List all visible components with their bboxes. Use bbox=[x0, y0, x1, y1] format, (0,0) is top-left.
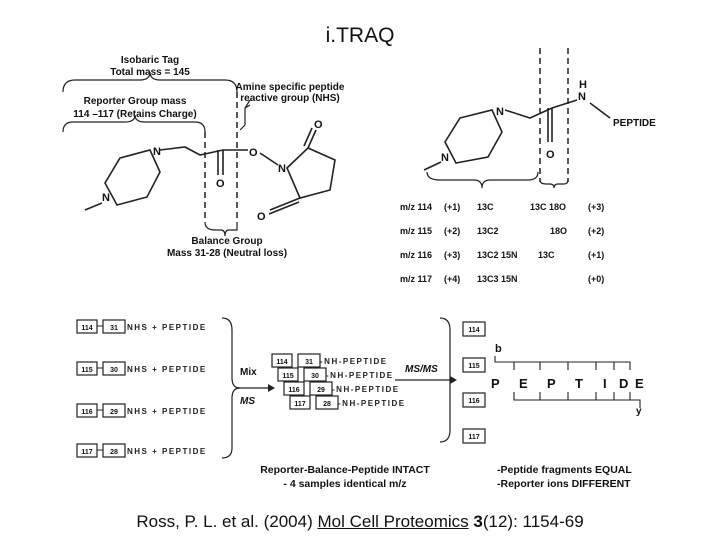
sample-balance: 30 bbox=[110, 367, 118, 374]
mixed-reporter: 115 bbox=[282, 373, 294, 380]
isotope-balance: 13C 18O bbox=[530, 202, 567, 212]
isobaric-tag-label: Isobaric Tag bbox=[120, 55, 180, 66]
sample-reporter: 115 bbox=[81, 367, 93, 374]
peptide-n2: N bbox=[441, 152, 449, 164]
peptide-label: PEPTIDE bbox=[613, 118, 656, 129]
reporter-range-label: 114 –117 (Retains Charge) bbox=[73, 109, 197, 120]
b-ion-label: b bbox=[495, 343, 502, 355]
peptide-balance-bracket bbox=[540, 180, 568, 188]
mixed-reporter: 114 bbox=[276, 359, 288, 366]
sample-reagent: NHS + PEPTIDE bbox=[127, 323, 207, 332]
sample-reagent: NHS + PEPTIDE bbox=[127, 407, 207, 416]
fragment-ladder bbox=[491, 343, 644, 417]
peptide-reporter-bracket bbox=[427, 172, 538, 188]
mixed-peptide: -NH-PEPTIDE bbox=[338, 399, 406, 408]
sample-balance: 31 bbox=[110, 325, 118, 332]
isotope-row bbox=[400, 202, 604, 212]
citation-pages: (12): 1154-69 bbox=[482, 512, 584, 531]
citation-volume: 3 bbox=[473, 512, 483, 531]
citation-authors: Ross, P. L. et al. (2004) bbox=[136, 512, 313, 531]
balance-bracket bbox=[205, 222, 237, 236]
mixed-balance: 31 bbox=[305, 359, 313, 366]
peptide-amide-h: H bbox=[579, 79, 587, 91]
mixed-peptides bbox=[272, 354, 406, 409]
fragment-letter: D bbox=[619, 376, 629, 391]
citation-journal[interactable]: Mol Cell Proteomics bbox=[317, 512, 469, 531]
total-mass-label: Total mass = 145 bbox=[110, 67, 190, 78]
sample-balance: 28 bbox=[110, 449, 118, 456]
mix-label: Mix bbox=[240, 367, 257, 378]
reporter-ion: 116 bbox=[468, 398, 480, 405]
mixed-balance: 30 bbox=[311, 373, 319, 380]
fragment-letter: P bbox=[491, 376, 500, 391]
isotope-reporter: 13C2 bbox=[477, 226, 499, 236]
ester-o: O bbox=[249, 147, 258, 159]
isotope-charge: (+2) bbox=[444, 226, 461, 236]
msms-label: MS/MS bbox=[405, 364, 438, 375]
isotope-shift: (+1) bbox=[588, 250, 605, 260]
isotope-balance: 18O bbox=[550, 226, 568, 236]
sample-row bbox=[77, 320, 207, 333]
sample-row bbox=[77, 444, 207, 457]
isotope-shift: (+2) bbox=[588, 226, 605, 236]
fragment-letter: P bbox=[547, 376, 556, 391]
mix-bracket bbox=[222, 318, 240, 458]
peptide-amide-n: N bbox=[578, 91, 586, 103]
isotope-reporter: 13C bbox=[477, 202, 494, 212]
reporter-group-label: Reporter Group mass bbox=[83, 96, 187, 107]
sample-reporter: 117 bbox=[81, 449, 93, 456]
mixed-peptide: -NH-PEPTIDE bbox=[326, 371, 394, 380]
isotope-shift: (+3) bbox=[588, 202, 605, 212]
balance-group-label: Balance Group bbox=[191, 236, 263, 247]
summary-left-2: - 4 samples identical m/z bbox=[283, 478, 407, 490]
sample-reporter: 116 bbox=[81, 409, 93, 416]
sample-balance: 29 bbox=[110, 409, 118, 416]
isotope-mz: m/z 114 bbox=[400, 202, 433, 212]
summary-right-2: -Reporter ions DIFFERENT bbox=[497, 478, 631, 490]
sample-row bbox=[77, 404, 207, 417]
isotope-row bbox=[400, 250, 604, 260]
isotope-mz: m/z 115 bbox=[400, 226, 433, 236]
fragment-letter: E bbox=[519, 376, 528, 391]
ms-label: MS bbox=[240, 396, 255, 407]
sample-reagent: NHS + PEPTIDE bbox=[127, 365, 207, 374]
isotope-reporter: 13C2 15N bbox=[477, 250, 518, 260]
peptide-carbonyl-o: O bbox=[546, 149, 555, 161]
amine-label-2: reactive group (NHS) bbox=[240, 93, 340, 104]
mixed-peptide: -NH-PEPTIDE bbox=[320, 357, 388, 366]
reporter-ion: 117 bbox=[468, 434, 480, 441]
amine-label-1: Amine specific peptide bbox=[235, 82, 345, 93]
nhs-o2: O bbox=[257, 211, 266, 223]
mixed-balance: 28 bbox=[323, 401, 331, 408]
y-ion-label: y bbox=[636, 406, 642, 417]
mixed-peptide: -NH-PEPTIDE bbox=[332, 385, 400, 394]
isotope-row bbox=[400, 274, 604, 284]
isotope-row bbox=[400, 226, 604, 236]
peptide-piperazine-ring bbox=[445, 110, 502, 163]
nhs-n: N bbox=[278, 163, 286, 175]
fragment-letter: E bbox=[635, 376, 644, 391]
nhs-o1: O bbox=[314, 119, 323, 131]
isotope-reporter: 13C3 15N bbox=[477, 274, 518, 284]
workflow-summary bbox=[260, 464, 632, 490]
summary-left-1: Reporter-Balance-Peptide INTACT bbox=[260, 464, 430, 476]
reporter-ion: 115 bbox=[468, 363, 480, 370]
fragment-letter: I bbox=[603, 376, 607, 391]
isobaric-tag-bracket bbox=[63, 72, 237, 92]
nhs-ring bbox=[287, 148, 335, 198]
isotope-mz: m/z 116 bbox=[400, 250, 433, 260]
sample-reagent: NHS + PEPTIDE bbox=[127, 447, 207, 456]
isotope-balance: 13C bbox=[538, 250, 555, 260]
labeled-peptide-structure bbox=[424, 48, 656, 188]
mixed-reporter: 117 bbox=[294, 401, 306, 408]
reagent-structure bbox=[63, 55, 345, 259]
summary-right-1: -Peptide fragments EQUAL bbox=[497, 464, 632, 476]
page-title: i.TRAQ bbox=[325, 24, 395, 47]
isotope-table bbox=[400, 202, 604, 284]
carbonyl-o: O bbox=[216, 178, 225, 190]
reagent-n1: N bbox=[153, 146, 161, 158]
reagent-n2: N bbox=[102, 192, 110, 204]
fragment-letter: T bbox=[575, 376, 583, 391]
isotope-charge: (+3) bbox=[444, 250, 461, 260]
sample-workflow bbox=[77, 318, 275, 458]
sample-row bbox=[77, 362, 207, 375]
reporter-ions bbox=[463, 322, 485, 443]
isotope-mz: m/z 117 bbox=[400, 274, 433, 284]
mixed-reporter: 116 bbox=[288, 387, 300, 394]
mixed-balance: 29 bbox=[317, 387, 325, 394]
piperazine-ring bbox=[105, 150, 160, 205]
balance-mass-label: Mass 31-28 (Neutral loss) bbox=[166, 248, 288, 259]
sample-reporter: 114 bbox=[81, 325, 93, 332]
isotope-shift: (+0) bbox=[588, 274, 605, 284]
citation bbox=[0, 512, 720, 532]
peptide-n1: N bbox=[496, 106, 504, 118]
isotope-charge: (+1) bbox=[444, 202, 461, 212]
isotope-charge: (+4) bbox=[444, 274, 461, 284]
reporter-ion: 114 bbox=[468, 327, 480, 334]
